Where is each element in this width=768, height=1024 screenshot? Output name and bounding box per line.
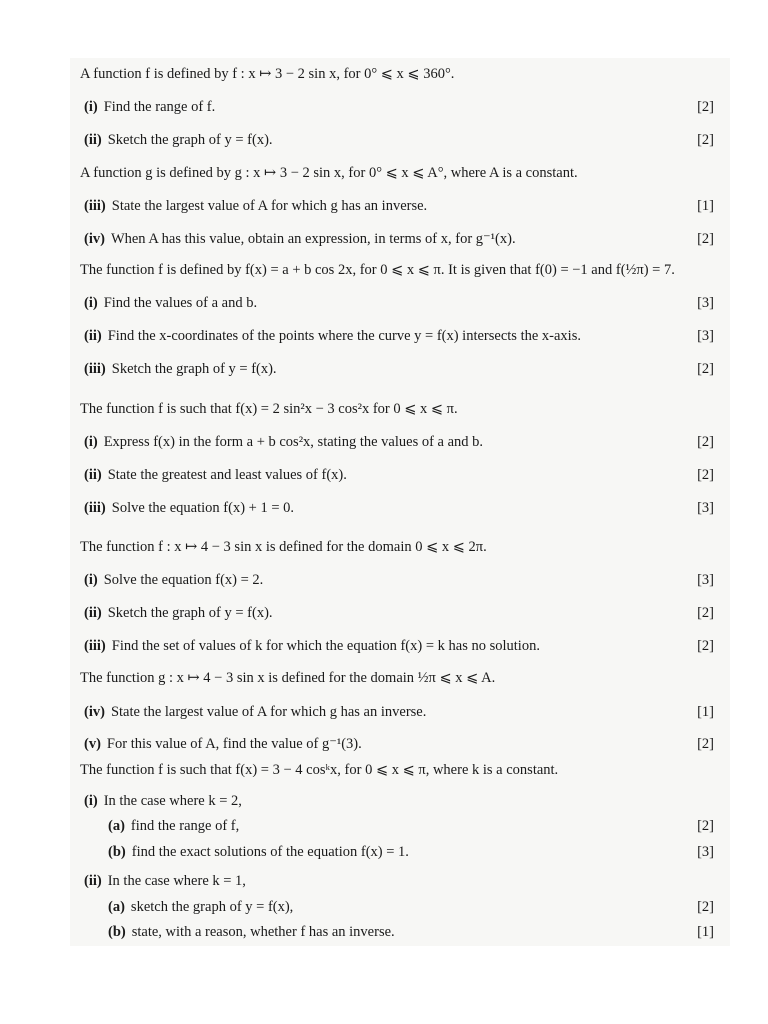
part-text: Express f(x) in the form a + b cos²x, stating the values of a and b. — [103, 434, 484, 450]
marks-badge: [2] — [697, 99, 714, 115]
marks-badge: [2] — [697, 467, 714, 483]
part-text: Sketch the graph of y = f(x). — [107, 605, 273, 621]
question-part — [70, 496, 730, 520]
question-part — [70, 463, 730, 487]
part-label: (iv) — [84, 704, 105, 720]
part-text: state, with a reason, whether f has an inverse. — [131, 924, 395, 940]
question-part-body — [84, 95, 215, 119]
question-part-body — [84, 869, 246, 893]
question-part-body — [84, 732, 362, 756]
question-subpart — [70, 920, 730, 944]
question-part-body — [84, 568, 263, 592]
part-text: sketch the graph of y = f(x), — [130, 899, 294, 915]
question-part — [70, 227, 730, 251]
marks-badge: [2] — [697, 638, 714, 654]
question-part — [70, 430, 730, 454]
part-text: Find the range of f. — [103, 99, 216, 115]
part-text: For this value of A, find the value of g⁻¹(3). — [106, 736, 362, 752]
part-text: Solve the equation f(x) + 1 = 0. — [111, 500, 295, 516]
part-text: Find the set of values of k for which the equation f(x) = k has no solution. — [111, 638, 540, 654]
question-part-body — [108, 920, 395, 944]
part-text: Find the values of a and b. — [103, 295, 258, 311]
question-intro-text: The function g : x ↦ 4 − 3 sin x is defined for the domain ½π ⩽ x ⩽ A. — [80, 670, 496, 686]
question-part — [70, 128, 730, 152]
marks-badge: [3] — [697, 572, 714, 588]
question-part — [70, 357, 730, 381]
question-part — [70, 601, 730, 625]
part-text: find the exact solutions of the equation f(x) = 1. — [131, 844, 409, 860]
question-intro — [70, 62, 730, 86]
marks-badge: [2] — [697, 231, 714, 247]
marks-badge: [3] — [697, 295, 714, 311]
question-part — [70, 869, 730, 893]
marks-badge: [2] — [697, 736, 714, 752]
question-part-body — [84, 601, 273, 625]
question-part — [70, 194, 730, 218]
part-label: (iii) — [84, 361, 106, 377]
question-intro-text: The function f is such that f(x) = 2 sin²x − 3 cos²x for 0 ⩽ x ⩽ π. — [80, 401, 458, 417]
question-intro — [70, 535, 730, 559]
question-part — [70, 789, 730, 813]
marks-badge: [1] — [697, 198, 714, 214]
part-text: State the largest value of A for which g has an inverse. — [110, 704, 427, 720]
question-intro — [70, 258, 730, 282]
question-part — [70, 95, 730, 119]
question-part-body — [108, 840, 409, 864]
question-part-body — [84, 324, 581, 348]
question-part — [70, 700, 730, 724]
marks-badge: [3] — [697, 844, 714, 860]
part-text: Solve the equation f(x) = 2. — [103, 572, 264, 588]
question-intro — [70, 758, 730, 782]
marks-badge: [1] — [697, 924, 714, 940]
part-label: (ii) — [84, 873, 102, 889]
question-part-body — [84, 634, 540, 658]
part-label: (ii) — [84, 132, 102, 148]
part-label: (ii) — [84, 467, 102, 483]
part-text: find the range of f, — [130, 818, 240, 834]
question-intro-text: The function f : x ↦ 4 − 3 sin x is defined for the domain 0 ⩽ x ⩽ 2π. — [80, 539, 487, 555]
part-text: State the greatest and least values of f(x). — [107, 467, 347, 483]
question-intro — [70, 397, 730, 421]
question-part-body — [84, 700, 426, 724]
marks-badge: [3] — [697, 328, 714, 344]
marks-badge: [2] — [697, 818, 714, 834]
question-intro-text: The function f is such that f(x) = 3 − 4 cosᵏx, for 0 ⩽ x ⩽ π, where k is a constant. — [80, 762, 559, 778]
part-label: (b) — [108, 844, 126, 860]
question-part-body — [84, 496, 294, 520]
part-label: (b) — [108, 924, 126, 940]
part-text: Sketch the graph of y = f(x). — [107, 132, 273, 148]
part-label: (a) — [108, 899, 125, 915]
question-part-body — [108, 895, 293, 919]
marks-badge: [2] — [697, 605, 714, 621]
question-part — [70, 291, 730, 315]
question-intro — [70, 161, 730, 185]
part-label: (v) — [84, 736, 101, 752]
part-label: (ii) — [84, 605, 102, 621]
marks-badge: [2] — [697, 132, 714, 148]
part-label: (i) — [84, 295, 98, 311]
marks-badge: [1] — [697, 704, 714, 720]
question-part-body — [84, 291, 257, 315]
part-label: (iii) — [84, 638, 106, 654]
question-part — [70, 732, 730, 756]
part-label: (i) — [84, 793, 98, 809]
part-label: (i) — [84, 99, 98, 115]
part-text: When A has this value, obtain an expression, in terms of x, for g⁻¹(x). — [110, 231, 516, 247]
question-part-body — [84, 789, 242, 813]
question-part-body — [84, 357, 277, 381]
part-label: (a) — [108, 818, 125, 834]
part-label: (iii) — [84, 500, 106, 516]
question-part-body — [84, 430, 483, 454]
part-text: Sketch the graph of y = f(x). — [111, 361, 277, 377]
question-subpart — [70, 840, 730, 864]
question-subpart — [70, 814, 730, 838]
marks-badge: [2] — [697, 434, 714, 450]
question-intro — [70, 666, 730, 690]
question-part — [70, 634, 730, 658]
part-text: Find the x-coordinates of the points where the curve y = f(x) intersects the x-axis. — [107, 328, 581, 344]
part-text: In the case where k = 2, — [103, 793, 242, 809]
part-label: (ii) — [84, 328, 102, 344]
marks-badge: [2] — [697, 361, 714, 377]
question-part-body — [84, 227, 516, 251]
part-label: (iv) — [84, 231, 105, 247]
question-part — [70, 568, 730, 592]
question-intro-text: A function g is defined by g : x ↦ 3 − 2 sin x, for 0° ⩽ x ⩽ A°, where A is a constant. — [80, 165, 578, 181]
marks-badge: [2] — [697, 899, 714, 915]
question-part-body — [84, 194, 427, 218]
question-part-body — [84, 463, 347, 487]
question-subpart — [70, 895, 730, 919]
question-part-body — [108, 814, 239, 838]
part-label: (i) — [84, 434, 98, 450]
part-label: (iii) — [84, 198, 106, 214]
question-part-body — [84, 128, 273, 152]
question-part — [70, 324, 730, 348]
question-intro-text: The function f is defined by f(x) = a + b cos 2x, for 0 ⩽ x ⩽ π. It is given that f(0) = −1 and f(½π) = 7. — [80, 262, 675, 278]
question-intro-text: A function f is defined by f : x ↦ 3 − 2 sin x, for 0° ⩽ x ⩽ 360°. — [80, 66, 455, 82]
part-text: State the largest value of A for which g has an inverse. — [111, 198, 428, 214]
part-label: (i) — [84, 572, 98, 588]
marks-badge: [3] — [697, 500, 714, 516]
question-sheet — [70, 58, 730, 946]
part-text: In the case where k = 1, — [107, 873, 246, 889]
